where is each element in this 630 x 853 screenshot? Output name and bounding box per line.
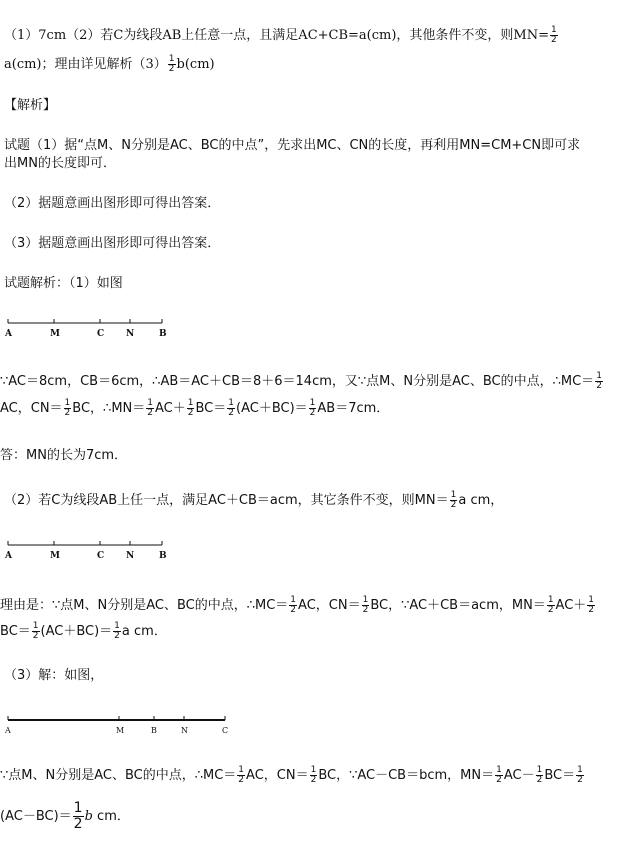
fraction-half-large: $\frac{1}{2}$ — [73, 800, 83, 832]
fraction-half: $\frac{1}{2}$ — [496, 765, 502, 785]
fraction-half: $\frac{1}{2}$ — [577, 765, 583, 785]
answer-1: 答：MN的长为7cm． — [0, 448, 128, 463]
fraction-half: $\frac{1}{2}$ — [228, 398, 234, 418]
fraction-half: $\frac{1}{2}$ — [450, 490, 457, 510]
fraction-half: $\frac{1}{2}$ — [114, 621, 120, 641]
segment-figure-2 — [0, 538, 200, 568]
fraction-half: $\frac{1}{2}$ — [536, 765, 543, 785]
fraction-half: $\frac{1}{2}$ — [147, 398, 153, 418]
segment-diagram-1 — [0, 316, 200, 342]
fraction-half: $\frac{1}{2}$ — [551, 25, 557, 45]
fraction-half: $\frac{1}{2}$ — [168, 54, 175, 74]
answer-text-2: a(cm)；理由详见解析（3） — [4, 57, 167, 72]
analysis-heading: 【解析】 — [4, 98, 57, 113]
fraction-half: $\frac{1}{2}$ — [187, 398, 194, 418]
part2-statement: （2）若C为线段AB上任一点，满足AC＋CB＝acm，其它条件不变，则MN＝ $\frac{1}{2}$ a cm， — [4, 490, 504, 510]
part3-intro: （3）解：如图， — [4, 668, 104, 683]
fraction-half: $\frac{1}{2}$ — [310, 765, 317, 785]
point-label: N — [181, 726, 188, 735]
point-label: C — [222, 726, 229, 735]
segment-diagram-3 — [0, 710, 240, 736]
point-label: A — [5, 329, 12, 339]
step2-hint: （2）据题意画出图形即可得出答案． — [4, 196, 221, 211]
answer-line-2 — [4, 55, 215, 75]
answer-text-1: （1）7cm（2）若C为线段AB上任意一点，且满足AC+CB=a(cm)，其他条件不变，则MN= — [4, 28, 550, 43]
reason2-line-a: 理由是：∵点M、N分别是AC、BC的中点，∴MC＝ $\frac{1}{2}$ AC，CN＝ $\frac{1}{2}$ BC，∵AC＋CB＝acm，MN＝ $\frac{1}{2}$ AC＋ $\frac{1}{2}$ — [0, 595, 595, 615]
reason3-line-b: (AC－BC)＝ $\frac{1}{2}$ b cm． — [0, 800, 130, 832]
fraction-half: $\frac{1}{2}$ — [290, 595, 297, 615]
fraction-half: $\frac{1}{2}$ — [238, 765, 245, 785]
segment-diagram-2 — [0, 538, 200, 564]
segment-figure-3 — [0, 710, 240, 740]
point-label: B — [151, 726, 157, 735]
segment-figure-1 — [0, 316, 200, 346]
analysis-paragraph-2: 出MN的长度即可． — [4, 156, 116, 171]
analysis-paragraph-1: 试题（1）据“点M、N分别是AC、BC的中点”，先求出MC、CN的长度，再利用MN=CM+CN即可求 — [4, 138, 581, 153]
fraction-half: $\frac{1}{2}$ — [309, 398, 316, 418]
point-label: M — [116, 726, 125, 735]
point-label: B — [159, 551, 167, 561]
point-label: N — [126, 329, 135, 339]
point-label: M — [50, 551, 60, 561]
fraction-half: $\frac{1}{2}$ — [547, 595, 554, 615]
step3-hint: （3）据题意画出图形即可得出答案． — [4, 236, 221, 251]
fraction-half: $\frac{1}{2}$ — [32, 621, 39, 641]
answer-line-1 — [4, 26, 559, 46]
point-label: A — [5, 551, 12, 561]
point-label: C — [97, 329, 105, 339]
reason3-line-a: ∵点M、N分别是AC、BC的中点，∴MC＝ $\frac{1}{2}$ AC，CN＝ $\frac{1}{2}$ BC，∵AC－CB＝bcm，MN＝ $\frac{1}{2}$ AC－ $\frac{1}{2}$ BC＝ $\frac{1}{2}$ — [0, 765, 583, 785]
point-label: B — [159, 329, 167, 339]
solution-intro: 试题解析：（1）如图 — [4, 276, 123, 291]
calc-line-1b: AC，CN＝ $\frac{1}{2}$ BC，∴MN＝ $\frac{1}{2}$ AC＋ $\frac{1}{2}$ BC＝ $\frac{1}{2}$ (AC＋BC)＝ $\frac{1}{2}$ AB＝7cm． — [0, 398, 390, 418]
answer-text-2b: b(cm) — [176, 57, 215, 72]
point-label: C — [97, 551, 105, 561]
point-label: N — [126, 551, 135, 561]
fraction-half: $\frac{1}{2}$ — [64, 398, 71, 418]
fraction-half: $\frac{1}{2}$ — [362, 595, 369, 615]
reason2-line-b: BC＝ $\frac{1}{2}$ (AC＋BC)＝ $\frac{1}{2}$ a cm． — [0, 621, 167, 641]
calc-line-1a: ∵AC＝8cm，CB＝6cm，∴AB＝AC＋CB＝8＋6＝14cm，又∵点M、N分别是AC、BC的中点，∴MC＝ $\frac{1}{2}$ — [0, 371, 602, 391]
fraction-half: $\frac{1}{2}$ — [588, 595, 595, 615]
fraction-half: $\frac{1}{2}$ — [596, 371, 602, 391]
point-label: M — [50, 329, 60, 339]
point-label: A — [5, 726, 11, 735]
